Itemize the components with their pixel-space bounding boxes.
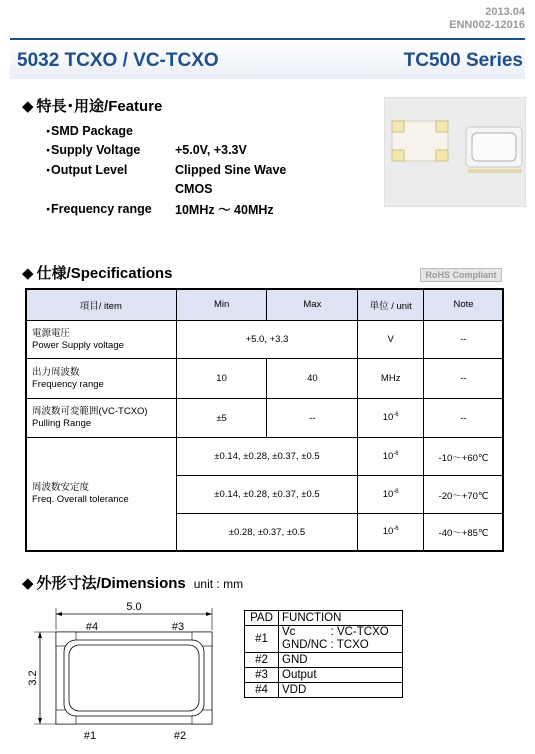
param-en: Pulling Range bbox=[32, 418, 92, 429]
unit-base: 10 bbox=[382, 526, 394, 538]
table-row bbox=[26, 359, 504, 399]
note-cell: -20～+70℃ bbox=[424, 476, 504, 514]
bullet-icon: ･ bbox=[45, 163, 52, 178]
unit-base: 10 bbox=[382, 489, 394, 501]
note-cell: -- bbox=[424, 359, 504, 399]
series-title: TC500 Series bbox=[403, 50, 523, 71]
doc-code: ENN002-12016 bbox=[449, 19, 525, 31]
function-line: GND/NC : TCXO bbox=[282, 639, 369, 651]
max-cell: 40 bbox=[267, 359, 358, 399]
product-photo bbox=[384, 97, 526, 207]
spec-table bbox=[25, 288, 504, 551]
param-cell bbox=[26, 438, 177, 551]
pad-label: #2 bbox=[173, 730, 187, 742]
feature-value: 10MHz ～ 40MHz bbox=[175, 202, 274, 217]
feature-label: Output Level bbox=[51, 162, 128, 177]
height-label: 3.2 bbox=[27, 670, 39, 686]
pad-label: #4 bbox=[85, 621, 99, 633]
feature-value: +5.0V, +3.3V bbox=[175, 143, 247, 158]
diamond-icon: ◆ bbox=[22, 98, 34, 115]
param-cell bbox=[26, 359, 177, 399]
note-cell: -- bbox=[424, 321, 504, 359]
unit-cell bbox=[358, 399, 424, 438]
pad-shape bbox=[392, 150, 404, 161]
param-jp: 周波数安定度 bbox=[32, 482, 90, 493]
arrow-up-icon bbox=[38, 632, 42, 638]
feature-row bbox=[45, 141, 286, 161]
col-header: Note bbox=[424, 289, 504, 321]
feature-row bbox=[45, 180, 286, 200]
unit-exponent: -6 bbox=[393, 488, 399, 495]
param-jp: 電源電圧 bbox=[32, 327, 71, 339]
note-cell: -- bbox=[424, 399, 504, 438]
spec-header-row bbox=[26, 289, 504, 321]
table-row bbox=[245, 683, 403, 698]
feature-heading-text: 特長･用途/Feature bbox=[36, 98, 163, 115]
feature-label: SMD Package bbox=[51, 123, 133, 138]
arrow-right-icon bbox=[206, 612, 212, 616]
title-rule bbox=[10, 38, 525, 40]
unit-base: 10 bbox=[382, 451, 394, 463]
unit-exponent: -6 bbox=[393, 412, 399, 419]
table-row bbox=[26, 438, 504, 476]
col-header: Max bbox=[267, 289, 358, 321]
table-row bbox=[245, 653, 403, 668]
pad-function bbox=[279, 626, 403, 653]
crystal-base bbox=[468, 169, 522, 173]
function-line: Vc : VC-TCXO bbox=[282, 626, 389, 638]
feature-value: Clipped Sine Wave bbox=[175, 162, 287, 177]
unit-exponent: -6 bbox=[393, 526, 399, 533]
param-jp: 出力周波数 bbox=[32, 366, 80, 378]
pad-header: PAD bbox=[245, 611, 279, 626]
dimension-drawing bbox=[22, 594, 222, 746]
pad-function: Output bbox=[279, 668, 403, 683]
table-row bbox=[26, 321, 504, 359]
param-en: Frequency range bbox=[32, 378, 104, 390]
unit-cell bbox=[358, 476, 424, 514]
param-jp: 周波数可変範囲(VC-TCXO) bbox=[32, 406, 148, 417]
diamond-icon: ◆ bbox=[22, 265, 34, 282]
lid-outline-inner bbox=[69, 645, 199, 711]
bullet-icon: ･ bbox=[45, 124, 52, 139]
pad-function: VDD bbox=[279, 683, 403, 698]
col-header: 単位 / unit bbox=[358, 289, 424, 321]
unit-cell: MHz bbox=[358, 359, 424, 399]
width-label: 5.0 bbox=[126, 601, 142, 613]
col-header: Min bbox=[176, 289, 267, 321]
col-header: 項目/ item bbox=[26, 289, 177, 321]
pad-shape bbox=[436, 150, 448, 161]
diamond-icon: ◆ bbox=[22, 575, 34, 592]
unit-cell: V bbox=[358, 321, 424, 359]
table-row bbox=[245, 626, 403, 653]
pad-shape bbox=[392, 121, 404, 132]
pad-number: #4 bbox=[245, 683, 279, 698]
pad-number: #2 bbox=[245, 653, 279, 668]
pad-number: #1 bbox=[245, 626, 279, 653]
feature-label: Frequency range bbox=[51, 201, 152, 216]
note-cell: -10～+60℃ bbox=[424, 438, 504, 476]
param-cell bbox=[26, 399, 177, 438]
max-cell: -- bbox=[267, 399, 358, 438]
table-row bbox=[245, 668, 403, 683]
pad-label: #3 bbox=[171, 621, 185, 633]
spec-heading bbox=[22, 262, 172, 283]
unit-cell bbox=[358, 438, 424, 476]
note-cell: -40～+85℃ bbox=[424, 514, 504, 551]
spec-heading-text: 仕様/Specifications bbox=[36, 265, 173, 282]
crystal-lid bbox=[472, 133, 516, 161]
value-cell: +5.0, +3.3 bbox=[176, 321, 358, 359]
value-cell: ±0.14, ±0.28, ±0.37, ±0.5 bbox=[176, 438, 358, 476]
feature-label: Supply Voltage bbox=[51, 143, 141, 158]
bullet-icon: ･ bbox=[45, 144, 52, 159]
arrow-left-icon bbox=[56, 612, 62, 616]
min-cell: 10 bbox=[176, 359, 267, 399]
pad-function-table bbox=[244, 610, 403, 698]
min-cell: ±5 bbox=[176, 399, 267, 438]
dimensions-unit: unit : mm bbox=[193, 577, 244, 591]
unit-cell bbox=[358, 514, 424, 551]
pad-function: GND bbox=[279, 653, 403, 668]
pad-table-header bbox=[245, 611, 403, 626]
doc-date: 2013.04 bbox=[485, 6, 525, 18]
unit-exponent: -6 bbox=[393, 450, 399, 457]
table-row bbox=[26, 399, 504, 438]
pad-number: #3 bbox=[245, 668, 279, 683]
function-header: FUNCTION bbox=[279, 611, 403, 626]
feature-row bbox=[45, 160, 286, 180]
dimensions-heading bbox=[22, 572, 243, 593]
param-cell bbox=[26, 321, 177, 359]
unit-base: 10 bbox=[382, 412, 394, 424]
page-title: 5032 TCXO / VC-TCXO bbox=[17, 50, 219, 71]
param-en: Power Supply voltage bbox=[32, 339, 124, 351]
pad-label: #1 bbox=[83, 730, 97, 742]
bullet-icon: ･ bbox=[45, 202, 52, 217]
param-en: Freq. Overall tolerance bbox=[32, 494, 129, 505]
rohs-badge: RoHS Compliant bbox=[420, 268, 502, 282]
pad-shape bbox=[436, 121, 448, 132]
value-cell: ±0.28, ±0.37, ±0.5 bbox=[176, 514, 358, 551]
feature-value: CMOS bbox=[175, 182, 213, 197]
dimensions-heading-text: 外形寸法/Dimensions bbox=[36, 575, 186, 592]
feature-row bbox=[45, 199, 286, 219]
feature-heading bbox=[22, 95, 162, 116]
feature-list bbox=[45, 121, 286, 219]
value-cell: ±0.14, ±0.28, ±0.37, ±0.5 bbox=[176, 476, 358, 514]
arrow-down-icon bbox=[38, 718, 42, 724]
feature-row bbox=[45, 121, 286, 141]
